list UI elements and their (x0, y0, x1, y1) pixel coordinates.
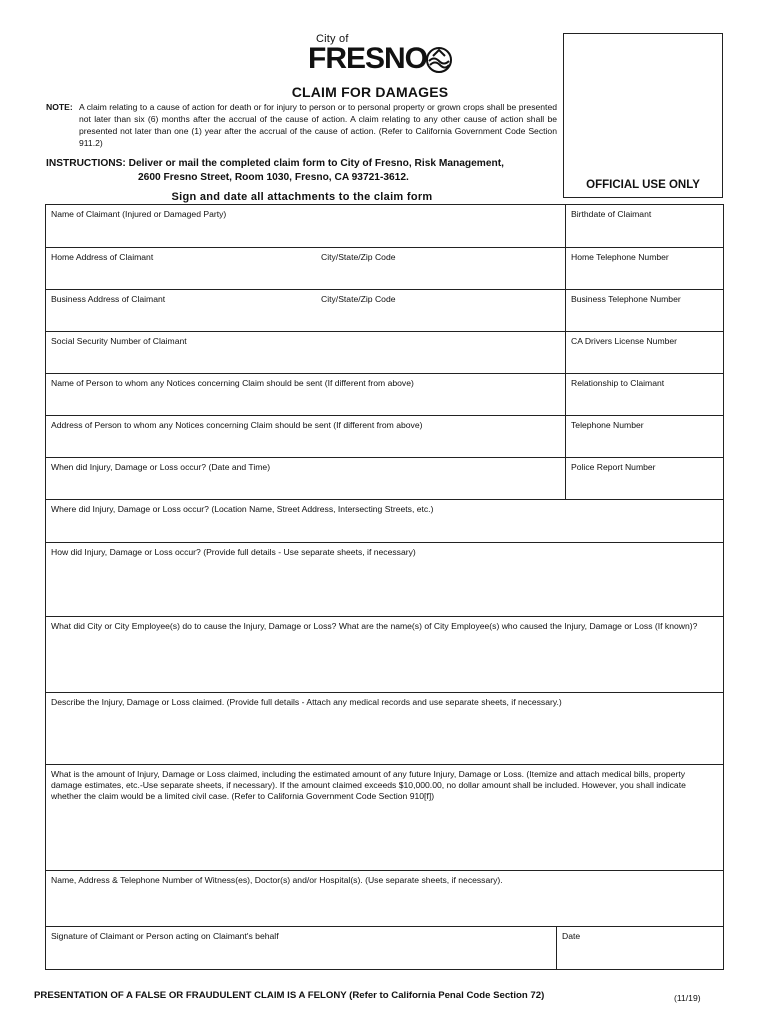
instructions-line-2: 2600 Fresno Street, Room 1030, Fresno, CA 93721-3612. (138, 172, 409, 183)
where-field[interactable] (46, 500, 723, 542)
city-of-fresno-logo (308, 33, 468, 81)
field-label: How did Injury, Damage or Loss occur? (Provide full details - Use separate sheets, if necessary) (51, 547, 416, 557)
instructions (46, 157, 558, 185)
when-field[interactable] (46, 458, 565, 499)
witnesses-field[interactable] (46, 871, 723, 926)
claim-form-table (45, 204, 724, 970)
describe-field[interactable] (46, 693, 723, 764)
field-label: Signature of Claimant or Person acting on Claimant's behalf (51, 931, 279, 941)
field-label: CA Drivers License Number (571, 336, 678, 346)
business-phone-field[interactable] (565, 290, 723, 331)
note-label: NOTE: (46, 102, 73, 112)
row-business-address (46, 290, 723, 332)
what-city-field[interactable] (46, 617, 723, 692)
police-report-field[interactable] (565, 458, 723, 499)
official-use-label: OFFICIAL USE ONLY (586, 179, 700, 191)
row-describe (46, 693, 723, 765)
home-phone-field[interactable] (565, 248, 723, 289)
form-title: CLAIM FOR DAMAGES (291, 84, 449, 100)
notice-name-field[interactable] (46, 374, 565, 415)
field-label: Home Address of Claimant (51, 252, 154, 262)
field-label: Relationship to Claimant (571, 378, 665, 388)
field-label: Date (562, 931, 581, 941)
business-address-field[interactable] (46, 290, 316, 331)
home-address-field[interactable] (46, 248, 316, 289)
field-label: Business Address of Claimant (51, 294, 166, 304)
field-label: When did Injury, Damage or Loss occur? (Date and Time) (51, 462, 271, 472)
field-label: Telephone Number (571, 420, 644, 430)
instructions-line-1: INSTRUCTIONS: Deliver or mail the completed claim form to City of Fresno, Risk Management, (46, 158, 504, 169)
official-use-box (563, 33, 723, 198)
license-field[interactable] (565, 332, 723, 373)
field-label: Business Telephone Number (571, 294, 681, 304)
field-label: Name of Person to whom any Notices concerning Claim should be sent (If different from above) (51, 378, 414, 388)
field-label: What is the amount of Injury, Damage or Loss claimed, including the estimated amount of any future Injury, Damage or Loss. (Itemize and attach medical bills, property damage estimates, etc.-Use separate sheets, if necessary). If the amount claimed exceeds $10,000.00, no dollar amount shall be included. However, you shall indicate whether the claim would be a limited civil case. (Refer to California Government Code Section 910[f]) (51, 769, 686, 801)
row-home-address (46, 248, 723, 290)
field-label: Birthdate of Claimant (571, 209, 652, 219)
row-ssn (46, 332, 723, 374)
field-label: Home Telephone Number (571, 252, 669, 262)
claimant-name-field[interactable] (46, 205, 565, 247)
field-label: City/State/Zip Code (321, 294, 396, 304)
ssn-field[interactable] (46, 332, 565, 373)
row-what-city (46, 617, 723, 693)
business-city-field[interactable] (316, 290, 565, 331)
relationship-field[interactable] (565, 374, 723, 415)
felony-warning: PRESENTATION OF A FALSE OR FRAUDULENT CLAIM IS A FELONY (Refer to California Penal Code Section 72) (34, 990, 545, 1001)
notice-address-field[interactable] (46, 416, 565, 457)
row-notice-name (46, 374, 723, 416)
field-label: Name of Claimant (Injured or Damaged Party) (51, 209, 227, 219)
field-label: City/State/Zip Code (321, 252, 396, 262)
row-signature (46, 927, 723, 969)
logo-wordmark: FRESNO (308, 42, 428, 75)
signature-field[interactable] (46, 927, 556, 969)
amount-field[interactable] (46, 765, 723, 870)
row-how (46, 543, 723, 617)
logo-city-of-text: City of (316, 33, 349, 45)
field-label: Where did Injury, Damage or Loss occur? (Location Name, Street Address, Intersecting Streets, etc.) (51, 504, 434, 514)
notice-phone-field[interactable] (565, 416, 723, 457)
date-field[interactable] (556, 927, 723, 969)
row-notice-address (46, 416, 723, 458)
revision-date: (11/19) (674, 993, 701, 1003)
row-when (46, 458, 723, 500)
sign-attachments-note: Sign and date all attachments to the claim form (171, 191, 433, 203)
how-field[interactable] (46, 543, 723, 616)
field-label: Address of Person to whom any Notices concerning Claim should be sent (If different from above) (51, 420, 423, 430)
home-city-field[interactable] (316, 248, 565, 289)
field-label: What did City or City Employee(s) do to cause the Injury, Damage or Loss? What are the name(s) of City Employee(s) who caused the Injury, Damage or Loss (If known)? (51, 621, 698, 631)
field-label: Police Report Number (571, 462, 656, 472)
row-where (46, 500, 723, 543)
field-label: Name, Address & Telephone Number of Witness(es), Doctor(s) and/or Hospital(s). (Use separate sheets, if necessary). (51, 875, 503, 885)
row-witnesses (46, 871, 723, 927)
field-label: Describe the Injury, Damage or Loss claimed. (Provide full details - Attach any medical records and use separate sheets, if necessary.) (51, 697, 562, 707)
note-text: A claim relating to a cause of action for death or for injury to person or to personal property or grown crops shall be presented not later than six (6) months after the accrual of the cause of action. A claim relating to any other cause of action shall be presented not later than one (1) year after the accrual of the cause of action. (Refer to California Government Code Section 911.2) (79, 102, 557, 148)
birthdate-field[interactable] (565, 205, 723, 247)
row-amount (46, 765, 723, 871)
sun-icon (426, 47, 452, 73)
row-claimant-name (46, 205, 723, 248)
field-label: Social Security Number of Claimant (51, 336, 187, 346)
